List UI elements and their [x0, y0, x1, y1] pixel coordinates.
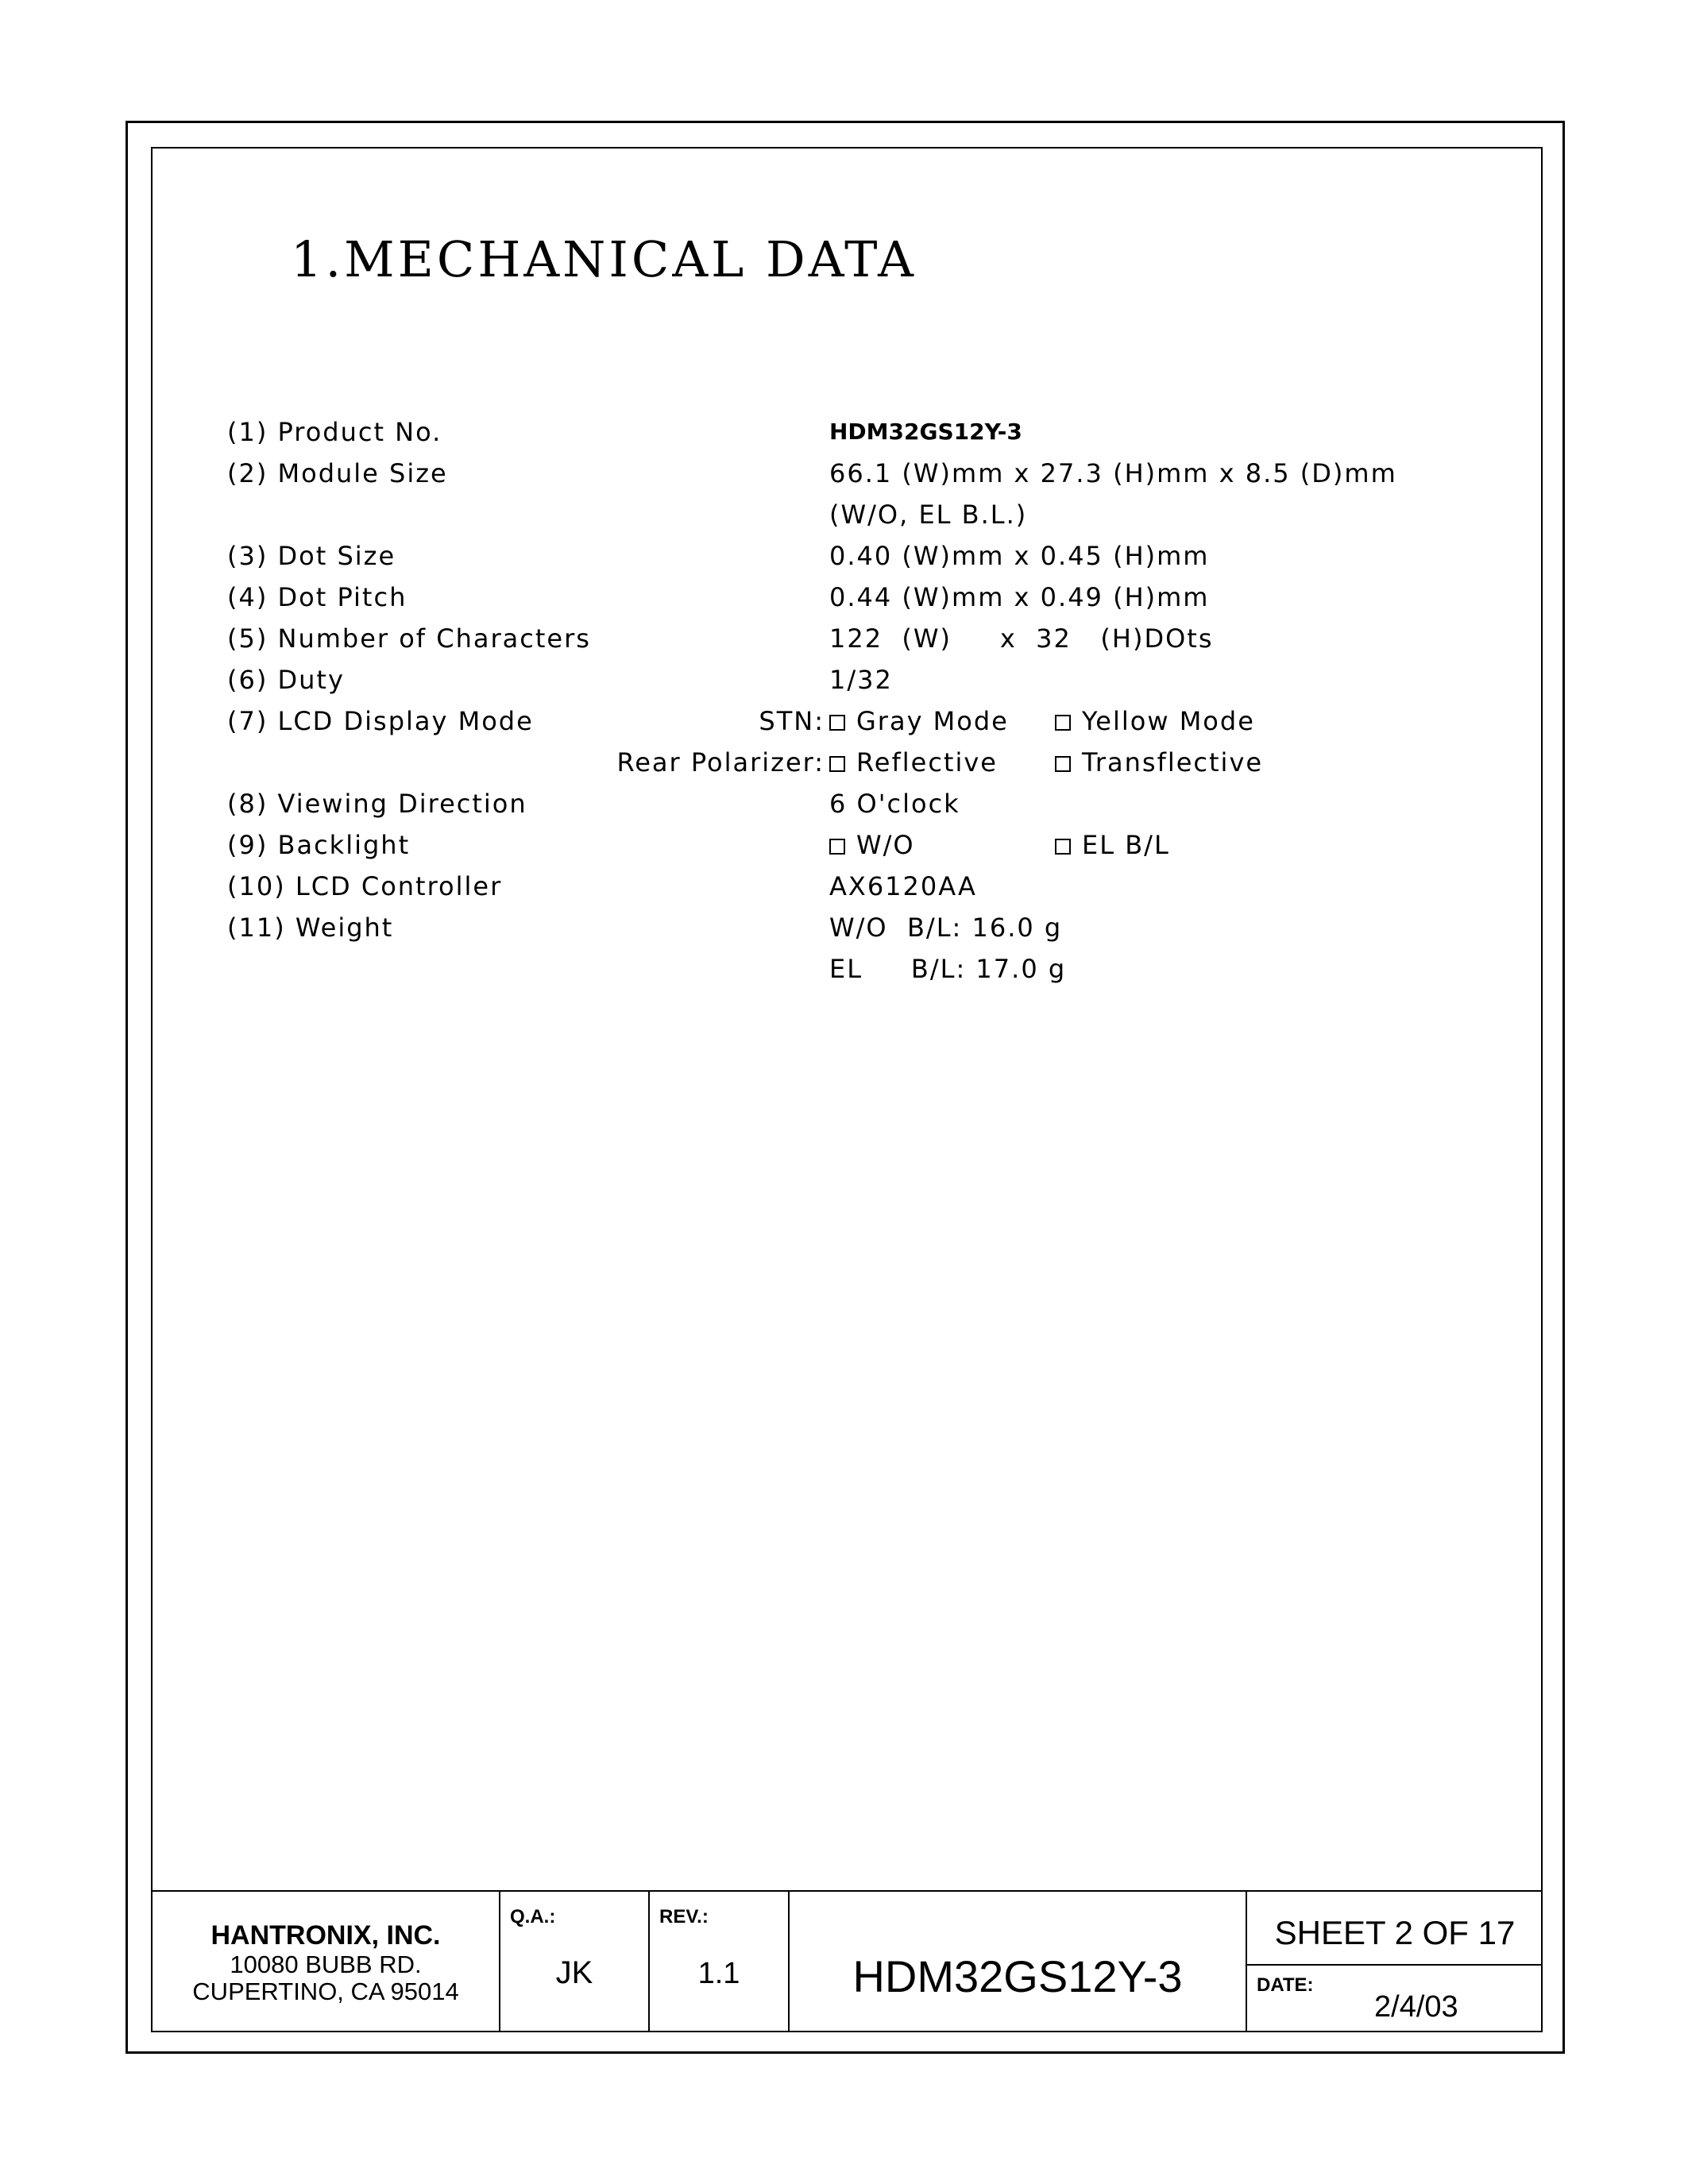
- option-transflective: Transflective: [1055, 750, 1263, 775]
- divider: [1246, 1892, 1247, 2032]
- spec-label-viewing-direction: (8) Viewing Direction: [227, 789, 527, 819]
- spec-value-dot-pitch: 0.44 (W)mm x 0.49 (H)mm: [829, 582, 1210, 612]
- part-number: HDM32GS12Y-3: [852, 1951, 1183, 2001]
- checkbox-icon: [829, 756, 845, 772]
- spec-label-backlight: (9) Backlight: [227, 830, 411, 860]
- checkbox-icon: [1055, 756, 1071, 772]
- spec-label-module-size: (2) Module Size: [227, 458, 448, 488]
- qa-value: JK: [555, 1955, 593, 1990]
- checkbox-icon: [829, 715, 845, 731]
- date-value: 2/4/03: [1374, 1990, 1458, 2024]
- spec-value-product-no: HDM32GS12Y-3: [829, 419, 1022, 445]
- checkbox-icon: [1055, 715, 1071, 731]
- date-label: DATE:: [1257, 1974, 1314, 1996]
- company-name: HANTRONIX, INC.: [211, 1920, 441, 1951]
- spec-value-controller: AX6120AA: [829, 871, 977, 901]
- option-gray-mode: Gray Mode: [829, 708, 1009, 734]
- option-yellow-mode: Yellow Mode: [1055, 708, 1255, 734]
- spec-value-module-size-note: (W/O, EL B.L.): [829, 500, 1028, 530]
- spec-label-display-mode: (7) LCD Display Mode: [227, 706, 534, 736]
- rear-polarizer-label: Rear Polarizer:: [616, 747, 825, 778]
- spec-label-weight: (11) Weight: [227, 913, 394, 943]
- spec-value-module-size: 66.1 (W)mm x 27.3 (H)mm x 8.5 (D)mm: [829, 458, 1397, 488]
- spec-label-duty: (6) Duty: [227, 665, 345, 695]
- section-title: 1.MECHANICAL DATA: [291, 230, 917, 288]
- title-block: [151, 1890, 1543, 2032]
- spec-value-weight-wo: W/O B/L: 16.0 g: [829, 913, 1063, 943]
- qa-label: Q.A.:: [510, 1906, 556, 1927]
- option-backlight-el: EL B/L: [1055, 832, 1170, 858]
- spec-value-viewing-direction: 6 O'clock: [829, 789, 960, 819]
- checkbox-icon: [1055, 839, 1071, 855]
- spec-label-controller: (10) LCD Controller: [227, 871, 503, 901]
- spec-value-duty: 1/32: [829, 665, 893, 695]
- rev-label: REV.:: [659, 1906, 709, 1927]
- divider: [1247, 1964, 1541, 1966]
- spec-value-characters: 122 (W) x 32 (H)DOts: [829, 623, 1214, 654]
- company-address-street: 10080 BUBB RD.: [230, 1951, 422, 1978]
- spec-value-weight-el: EL B/L: 17.0 g: [829, 954, 1067, 984]
- option-backlight-wo: W/O: [829, 832, 915, 858]
- checkbox-icon: [829, 839, 845, 855]
- option-reflective: Reflective: [829, 750, 998, 775]
- stn-label: STN:: [759, 706, 825, 736]
- spec-label-dot-pitch: (4) Dot Pitch: [227, 582, 408, 612]
- rev-value: 1.1: [697, 1957, 740, 1990]
- sheet-number: SHEET 2 OF 17: [1274, 1914, 1516, 1951]
- company-address-city: CUPERTINO, CA 95014: [192, 1978, 459, 2005]
- spec-value-dot-size: 0.40 (W)mm x 0.45 (H)mm: [829, 541, 1210, 571]
- spec-label-dot-size: (3) Dot Size: [227, 541, 396, 571]
- spec-label-characters: (5) Number of Characters: [227, 623, 591, 654]
- spec-label-product-no: (1) Product No.: [227, 417, 442, 447]
